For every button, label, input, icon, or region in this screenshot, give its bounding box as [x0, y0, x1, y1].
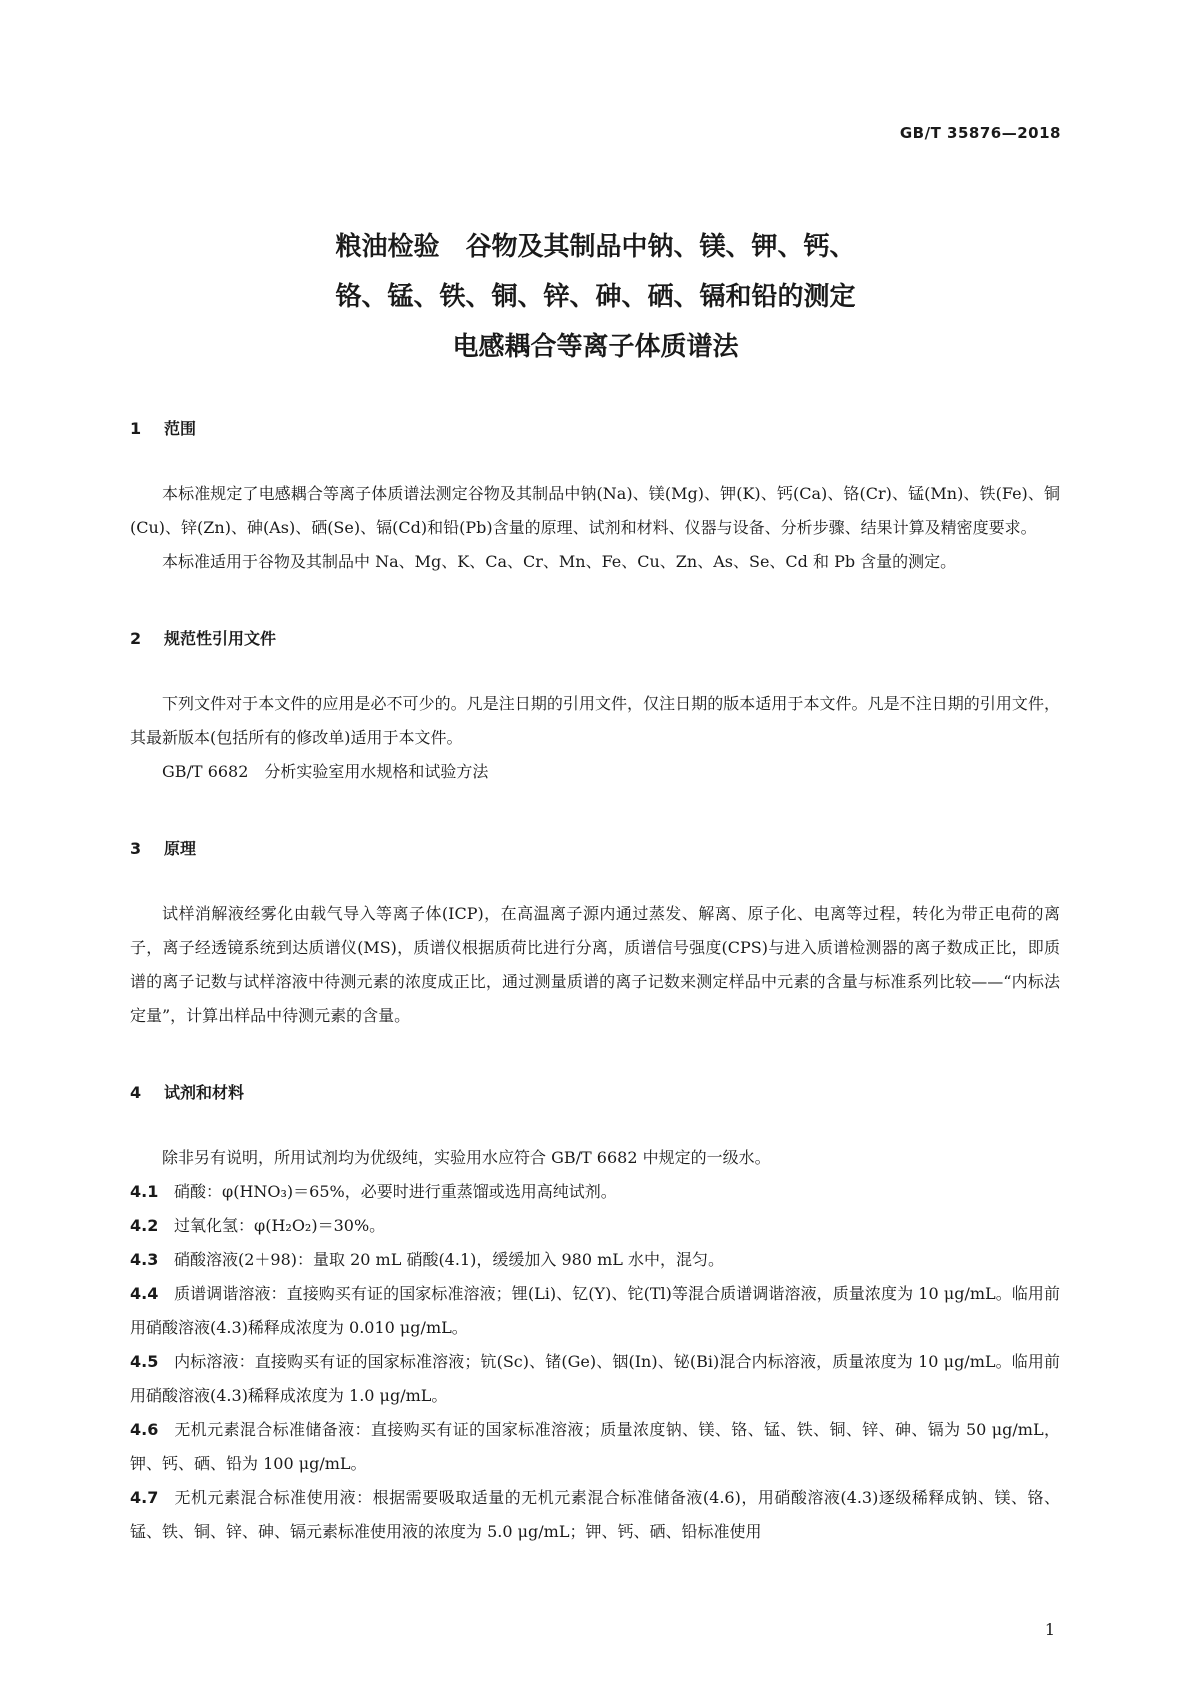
title-line-1: 粮油检验 谷物及其制品中钠、镁、钾、钙、	[335, 232, 856, 262]
section-4-heading	[130, 1079, 1060, 1107]
section-3-heading	[130, 835, 1060, 863]
clause-item	[130, 1243, 1060, 1277]
clause-text: 硝酸：φ(HNO₃)＝65%，必要时进行重蒸馏或选用高纯试剂。	[174, 1182, 617, 1201]
section-title: 范围	[164, 419, 197, 438]
section-number: 2	[130, 629, 142, 648]
section-number: 4	[130, 1083, 142, 1102]
section-2-heading	[130, 625, 1060, 653]
clause-number: 4.7	[130, 1488, 159, 1507]
clause-text: 质谱调谐溶液：直接购买有证的国家标准溶液；锂(Li)、钇(Y)、铊(Tl)等混合质谱调谐溶液，质量浓度为 10 μg/mL。临用前用硝酸溶液(4.3)稀释成浓度为 0.010 μg/mL。	[130, 1284, 1060, 1337]
clause-text: 无机元素混合标准使用液：根据需要吸取适量的无机元素混合标准储备液(4.6)，用硝酸溶液(4.3)逐级稀释成钠、镁、铬、锰、铁、铜、锌、砷、镉元素标准使用液的浓度为 5.0 μg/mL；钾、钙、硒、铅标准使用	[130, 1488, 1060, 1541]
clause-text: 无机元素混合标准储备液：直接购买有证的国家标准溶液；质量浓度钠、镁、铬、锰、铁、铜、锌、砷、镉为 50 μg/mL，钾、钙、硒、铅为 100 μg/mL。	[130, 1420, 1060, 1473]
clause-item	[130, 1209, 1060, 1243]
clause-number: 4.4	[130, 1284, 159, 1303]
section-1-heading	[130, 415, 1060, 443]
clause-number: 4.3	[130, 1250, 159, 1269]
clause-number: 4.5	[130, 1352, 159, 1371]
clause-number: 4.1	[130, 1182, 159, 1201]
title-line-2: 铬、锰、铁、铜、锌、砷、硒、镉和铅的测定	[335, 282, 856, 312]
section-number: 3	[130, 839, 142, 858]
document-body	[130, 415, 1060, 1549]
page-number: 1	[1044, 1620, 1055, 1639]
section-3-paragraph-1: 试样消解液经雾化由载气导入等离子体(ICP)，在高温离子源内通过蒸发、解离、原子化、电离等过程，转化为带正电荷的离子，离子经透镜系统到达质谱仪(MS)，质谱仪根据质荷比进行分离，质谱信号强度(CPS)与进入质谱检测器的离子数成正比，即质谱的离子记数与试样溶液中待测元素的浓度成正比，通过测量质谱的离子记数来测定样品中元素的含量与标准系列比较——“内标法定量”，计算出样品中待测元素的含量。	[130, 904, 1060, 1025]
section-1-paragraph-1: 本标准规定了电感耦合等离子体质谱法测定谷物及其制品中钠(Na)、镁(Mg)、钾(K)、钙(Ca)、铬(Cr)、锰(Mn)、铁(Fe)、铜(Cu)、锌(Zn)、砷(As)、硒(Se)、镉(Cd)和铅(Pb)含量的原理、试剂和材料、仪器与设备、分析步骤、结果计算及精密度要求。	[130, 484, 1060, 537]
title-line-3: 电感耦合等离子体质谱法	[452, 332, 739, 362]
section-2-reference: GB/T 6682 分析实验室用水规格和试验方法	[162, 762, 489, 781]
clause-item	[130, 1345, 1060, 1413]
section-number: 1	[130, 419, 142, 438]
section-2-paragraph-1: 下列文件对于本文件的应用是必不可少的。凡是注日期的引用文件，仅注日期的版本适用于本文件。凡是不注日期的引用文件，其最新版本(包括所有的修改单)适用于本文件。	[130, 694, 1060, 747]
clause-text: 过氧化氢：φ(H₂O₂)＝30%。	[174, 1216, 386, 1235]
section-title: 试剂和材料	[164, 1083, 245, 1102]
clause-text: 内标溶液：直接购买有证的国家标准溶液；钪(Sc)、锗(Ge)、铟(In)、铋(Bi)混合内标溶液，质量浓度为 10 μg/mL。临用前用硝酸溶液(4.3)稀释成浓度为 1.0 μg/mL。	[130, 1352, 1060, 1405]
clause-item	[130, 1277, 1060, 1345]
section-1-paragraph-2: 本标准适用于谷物及其制品中 Na、Mg、K、Ca、Cr、Mn、Fe、Cu、Zn、As、Se、Cd 和 Pb 含量的测定。	[162, 552, 957, 571]
clause-item	[130, 1413, 1060, 1481]
clause-number: 4.6	[130, 1420, 159, 1439]
clause-text: 硝酸溶液(2＋98)：量取 20 mL 硝酸(4.1)，缓缓加入 980 mL 水中，混匀。	[174, 1250, 724, 1269]
document-title	[0, 222, 1191, 372]
section-4-intro: 除非另有说明，所用试剂均为优级纯，实验用水应符合 GB/T 6682 中规定的一级水。	[162, 1148, 771, 1167]
clause-item	[130, 1175, 1060, 1209]
standard-code: GB/T 35876—2018	[899, 124, 1061, 142]
clause-number: 4.2	[130, 1216, 159, 1235]
clause-item	[130, 1481, 1060, 1549]
section-title: 原理	[164, 839, 197, 858]
section-title: 规范性引用文件	[164, 629, 277, 648]
